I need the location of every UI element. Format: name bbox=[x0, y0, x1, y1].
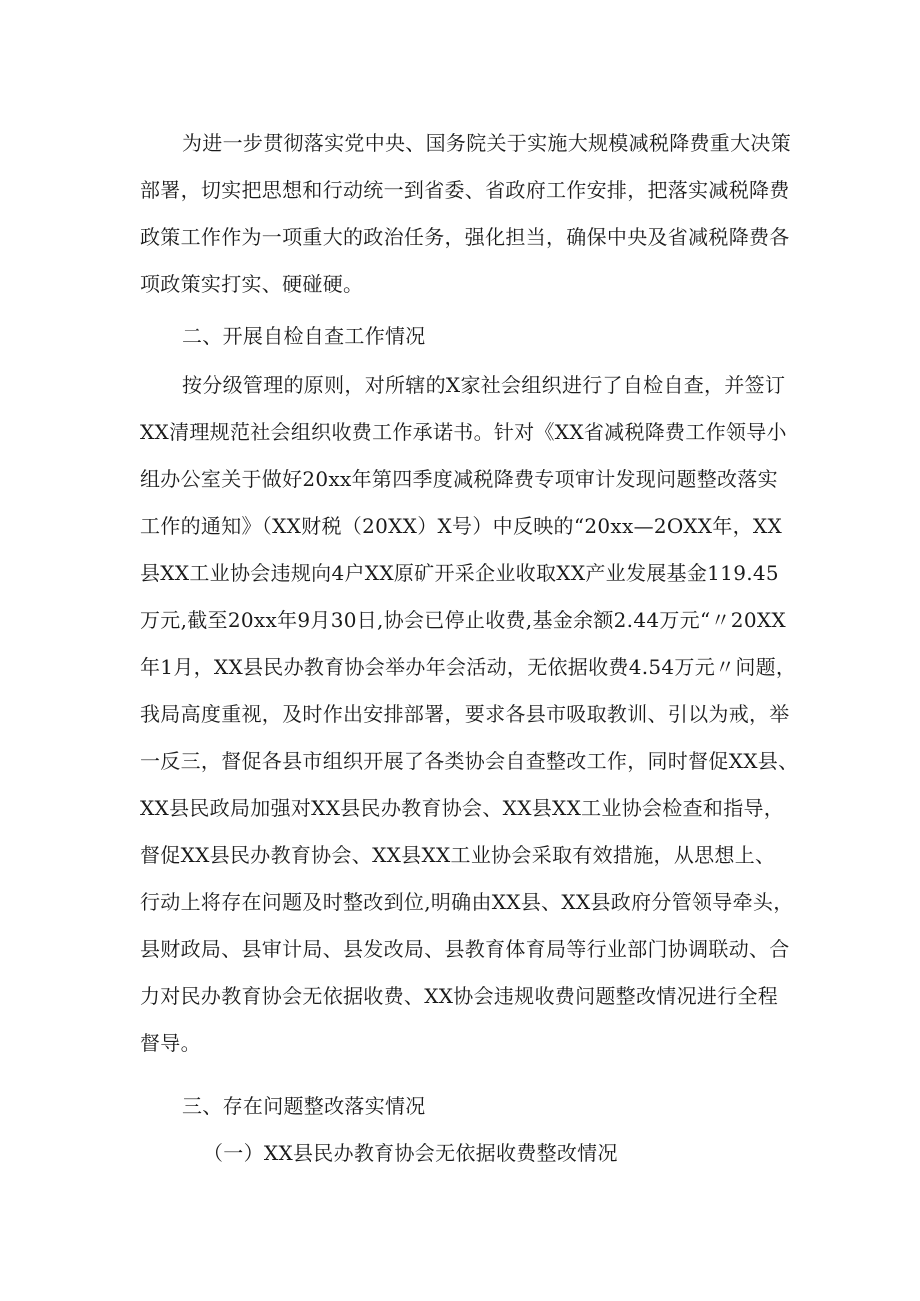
paragraph1-line-2: 部署，切实把思想和行动统一到省委、省政府工作安排，把落实减税降费 bbox=[140, 178, 790, 202]
paragraph1-line-4: 项政策实打实、硬碰硬。 bbox=[140, 272, 364, 296]
paragraph2-line-2: XX清理规范社会组织收费工作承诺书。针对《XX省减税降费工作领导小 bbox=[140, 420, 787, 444]
paragraph2-line-3: 组办公室关于做好20xx年第四季度减税降费专项审计发现问题整改落实 bbox=[140, 467, 778, 491]
paragraph2-line-12: 行动上将存在问题及时整改到位,明确由XX县、XX县政府分管领导牵头， bbox=[140, 890, 794, 914]
paragraph2-line-7: 年1月，XX县民办教育协会举办年会活动，无依据收费4.54万元〃问题， bbox=[140, 655, 797, 679]
paragraph2-line-13: 县财政局、县审计局、县发改局、县教育体育局等行业部门协调联动、合 bbox=[140, 937, 790, 961]
paragraph2-line-4: 工作的通知》（XX财税（20XX）X号）中反映的“20xx—2OXX年，XX bbox=[140, 514, 782, 538]
section-heading-3: 三、存在问题整改落实情况 bbox=[182, 1094, 426, 1118]
paragraph2-line-8: 我局高度重视，及时作出安排部署，要求各县市吸取教训、引以为戒，举 bbox=[140, 702, 790, 726]
paragraph2-line-11: 督促XX县民办教育协会、XX县XX工业协会采取有效措施，从思想上、 bbox=[140, 843, 776, 867]
paragraph2-line-14: 力对民办教育协会无依据收费、XX协会违规收费问题整改情况进行全程 bbox=[140, 984, 779, 1008]
sub-heading-1: （一）XX县民办教育协会无依据收费整改情况 bbox=[203, 1141, 618, 1165]
paragraph2-line-15: 督导。 bbox=[140, 1031, 201, 1055]
paragraph2-line-6: 万元,截至20xx年9月30日,协会已停止收费,基金余额2.44万元“〃20XX bbox=[140, 608, 786, 632]
paragraph2-line-9: 一反三，督促各县市组织开展了各类协会自查整改工作，同时督促XX县、 bbox=[140, 749, 799, 773]
paragraph1-line-3: 政策工作作为一项重大的政治任务，强化担当，确保中央及省减税降费各 bbox=[140, 225, 790, 249]
paragraph1-line-1: 为进一步贯彻落实党中央、国务院关于实施大规模减税降费重大决策 bbox=[182, 131, 791, 155]
paragraph2-line-5: 县XX工业协会违规向4户XX原矿开采企业收取XX产业发展基金119.45 bbox=[140, 561, 779, 585]
paragraph2-line-10: XX县民政局加强对XX县民办教育协会、XX县XX工业协会检查和指导， bbox=[140, 796, 785, 820]
section-heading-2: 二、开展自检自查工作情况 bbox=[182, 324, 426, 348]
paragraph2-line-1: 按分级管理的原则，对所辖的X家社会组织进行了自检自查，并签订 bbox=[182, 373, 786, 397]
